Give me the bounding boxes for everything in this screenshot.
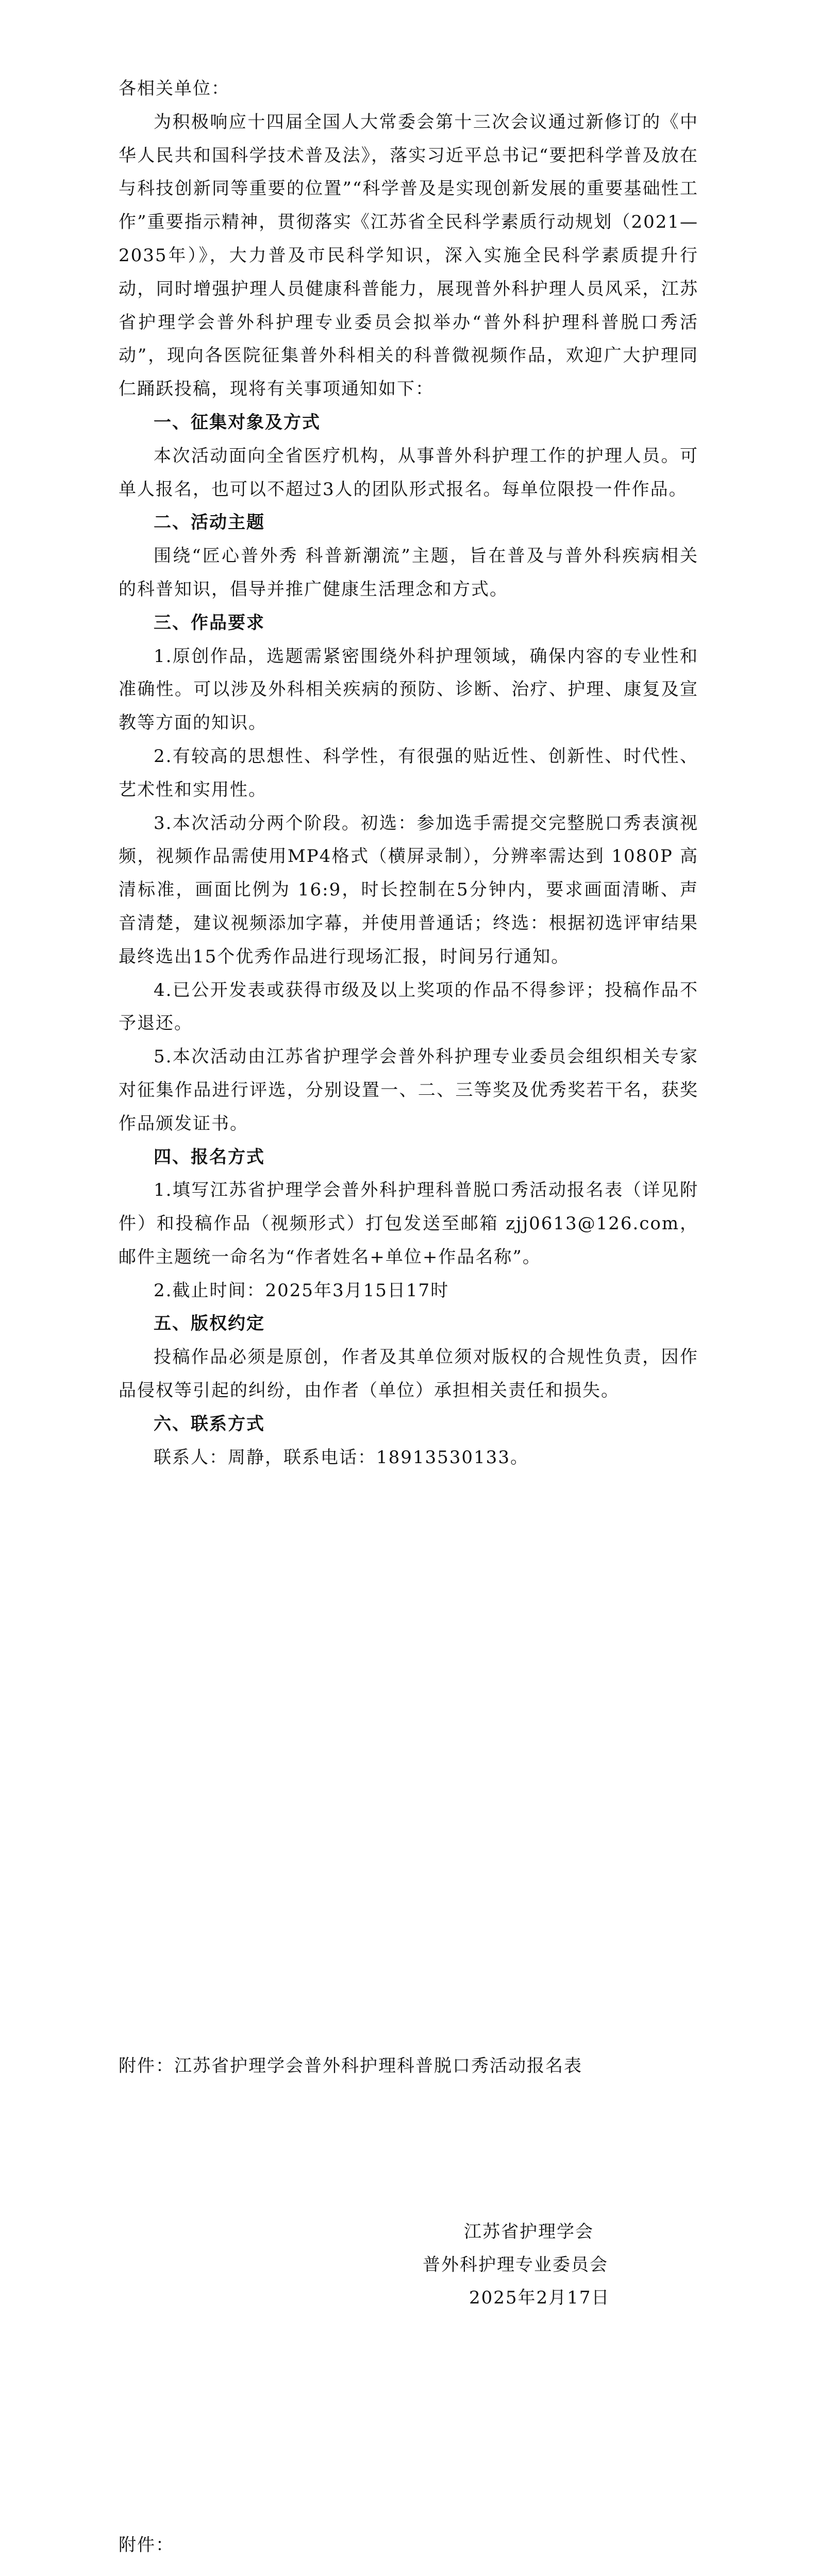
signature-org: 江苏省护理学会 [464,2222,594,2242]
section-paragraph: 2.截止时间：2025年3月15日17时 [154,1280,449,1301]
attachment-note: 附件：江苏省护理学会普外科护理科普脱口秀活动报名表 [119,2056,582,2076]
signature-dept: 普外科护理专业委员会 [423,2255,608,2275]
section-paragraph: 5.本次活动由江苏省护理学会普外科护理专业委员会组织相关专家对征集作品进行评选，分别设置一、二、三等奖及优秀奖若干名，获奖作品颁发证书。 [119,1046,698,1134]
attachment-label: 附件： [119,2535,174,2555]
section-paragraph: 联系人：周静，联系电话：18913530133。 [154,1447,529,1468]
intro-paragraph: 为积极响应十四届全国人大常委会第十三次会议通过新修订的《中华人民共和国科学技术普及法》，落实习近平总书记“要把科学普及放在与科技创新同等重要的位置”“科学普及是实现创新发展的重要基础性工作”重要指示精神，贯彻落实《江苏省全民科学素质行动规划（2021—2035年）》，大力普及市民科学知识，深入实施全民科学素质提升行动，同时增强护理人员健康科普能力，展现普外科护理人员风采，江苏省护理学会普外科护理专业委员会拟举办“普外科护理科普脱口秀活动”，现向各医院征集普外科相关的科普微视频作品，欢迎广大护理同仁踊跃投稿，现将有关事项通知如下： [119,111,698,400]
section-heading-requirements: 三、作品要求 [154,612,265,633]
section-paragraph: 投稿作品必须是原创，作者及其单位须对版权的合规性负责，因作品侵权等引起的纠纷，由作者（单位）承担相关责任和损失。 [119,1347,698,1401]
section-paragraph: 3.本次活动分两个阶段。初选：参加选手需提交完整脱口秀表演视频，视频作品需使用MP4格式（横屏录制），分辨率需达到 1080P 高清标准，画面比例为 16:9，时长控制在5分钟内，要求画面清晰、声音清楚，建议视频添加字幕，并使用普通话；终选：根据初选评审结果最终选出15个优秀作品进行现场汇报，时间另行通知。 [119,812,698,967]
section-heading-contact: 六、联系方式 [154,1413,265,1434]
section-paragraph: 2.有较高的思想性、科学性，有很强的贴近性、创新性、时代性、艺术性和实用性。 [119,745,698,800]
signature-date: 2025年2月17日 [469,2287,610,2308]
section-heading-theme: 二、活动主题 [154,512,265,533]
signature-block [423,2215,701,2314]
letter-body [119,72,698,1474]
section-paragraph: 4.已公开发表或获得市级及以上奖项的作品不得参评；投稿作品不予退还。 [119,979,698,1034]
section-heading-registration: 四、报名方式 [154,1146,265,1167]
salutation: 各相关单位： [119,78,230,99]
section-paragraph: 本次活动面向全省医疗机构，从事普外科护理工作的护理人员。可单人报名，也可以不超过3人的团队形式报名。每单位限投一件作品。 [119,445,698,500]
section-paragraph: 1.填写江苏省护理学会普外科护理科普脱口秀活动报名表（详见附件）和投稿作品（视频形式）打包发送至邮箱 zjj0613@126.com，邮件主题统一命名为“作者姓名+单位+作品名称”。 [119,1180,698,1267]
section-paragraph: 1.原创作品，选题需紧密围绕外科护理领域，确保内容的专业性和准确性。可以涉及外科相关疾病的预防、诊断、治疗、护理、康复及宣教等方面的知识。 [119,646,698,734]
section-heading-copyright: 五、版权约定 [154,1313,265,1334]
section-heading-recruitment: 一、征集对象及方式 [154,412,321,433]
section-paragraph: 围绕“匠心普外秀 科普新潮流”主题，旨在普及与普外科疾病相关的科普知识，倡导并推广健康生活理念和方式。 [119,546,698,600]
